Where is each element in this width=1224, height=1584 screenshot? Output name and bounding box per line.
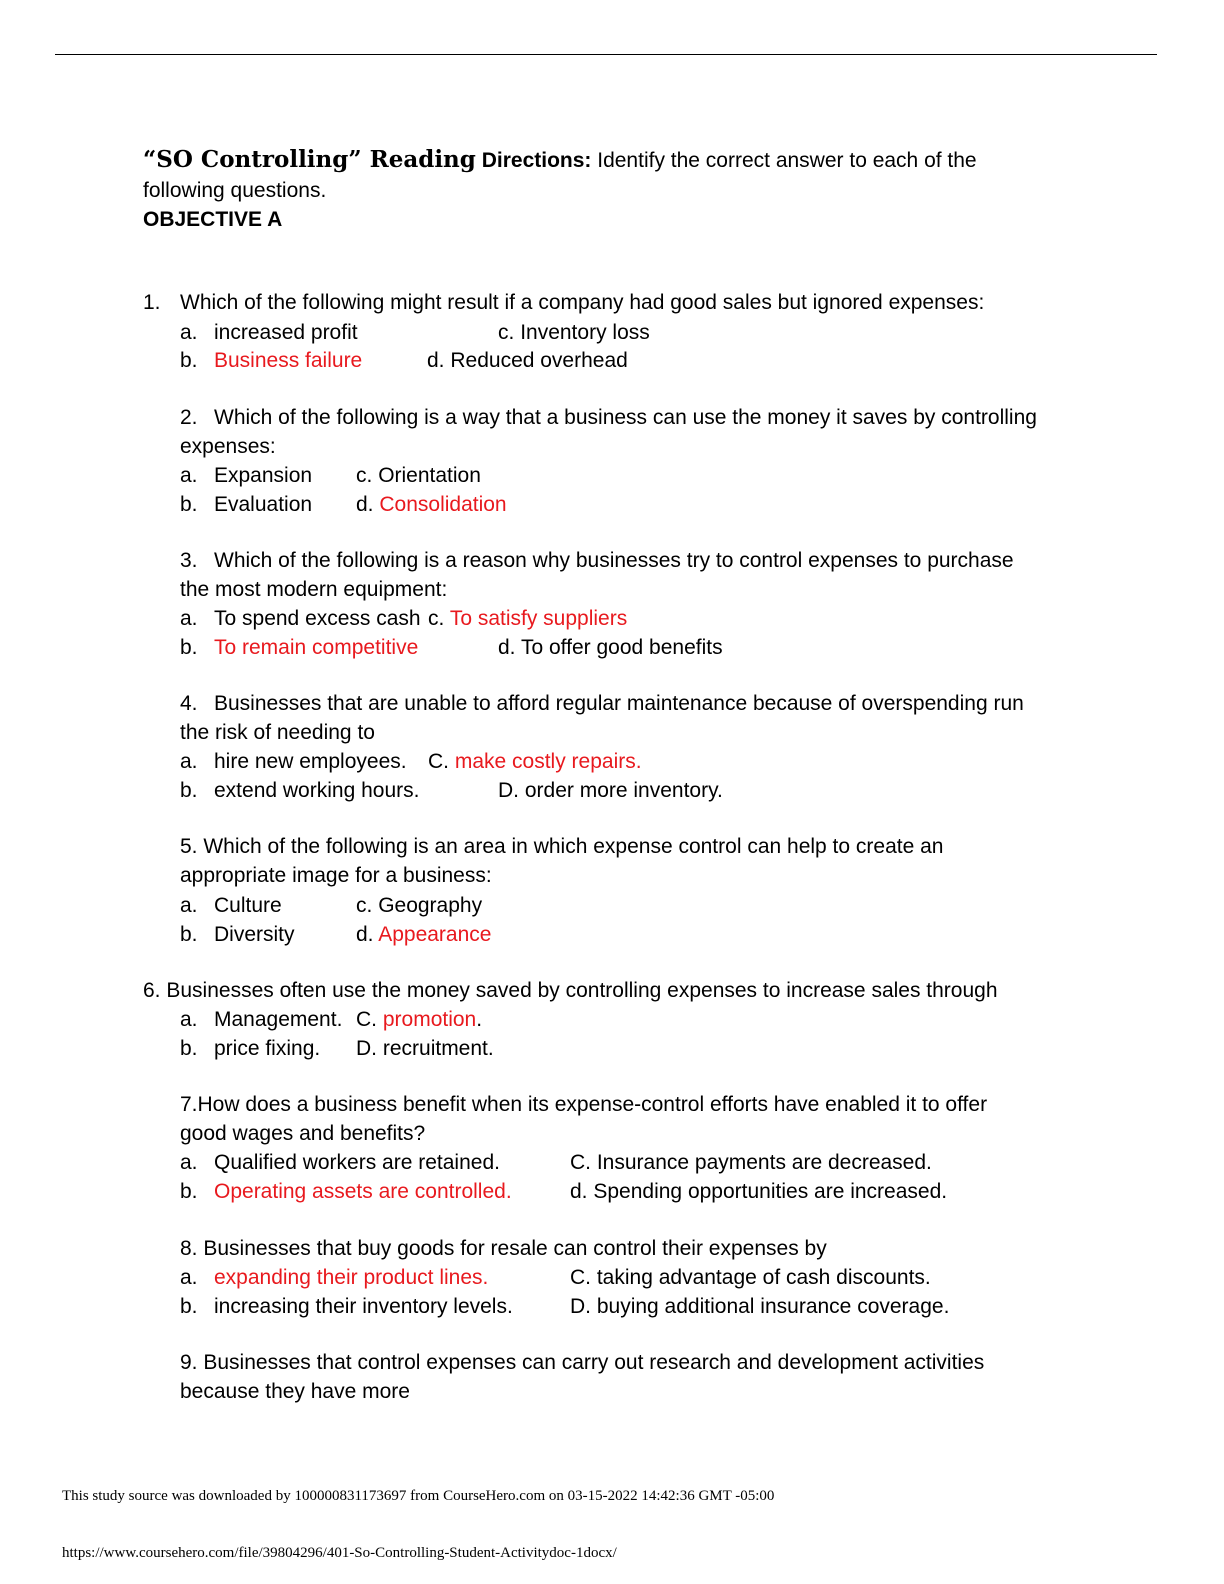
option-letter: a. xyxy=(180,894,198,917)
option-text: increasing their inventory levels. xyxy=(214,1295,513,1318)
correct-answer: make costly repairs. xyxy=(454,750,642,773)
option-b xyxy=(180,490,312,519)
option-c xyxy=(498,318,650,347)
option-d xyxy=(427,346,628,375)
option-c xyxy=(356,1005,482,1034)
option-letter: c. xyxy=(356,464,373,487)
document-title: “SO Controlling” Reading xyxy=(143,146,476,173)
option-text: Geography xyxy=(378,894,483,917)
option-text: Expansion xyxy=(214,464,313,487)
question-line-1 xyxy=(180,689,1024,718)
option-letter: a. xyxy=(180,1151,198,1174)
question-text: Which of the following is a way that a business can use the money it saves by controlling xyxy=(214,406,1037,429)
option-c xyxy=(570,1148,932,1177)
option-c xyxy=(356,461,481,490)
option-text: hire new employees. xyxy=(214,750,407,773)
option-d xyxy=(356,1034,494,1063)
question-line-1 xyxy=(180,832,943,861)
heading-line xyxy=(143,145,977,175)
option-b xyxy=(180,1177,512,1206)
option-text: Orientation xyxy=(378,464,481,487)
directions-text: Identify the correct answer to each of the xyxy=(591,149,977,172)
question-line-2: good wages and benefits? xyxy=(180,1122,426,1145)
correct-answer: promotion xyxy=(382,1008,477,1031)
option-a xyxy=(180,1263,488,1292)
option-a xyxy=(180,1148,500,1177)
option-b xyxy=(180,776,419,805)
question-number: 7. xyxy=(180,1093,198,1116)
question-line-1 xyxy=(180,403,1037,432)
option-text: To spend excess cash xyxy=(214,607,421,630)
option-letter: D. xyxy=(570,1295,591,1318)
option-d xyxy=(570,1292,949,1321)
question-text: Businesses that control expenses can carry out research and development activities xyxy=(203,1351,985,1374)
option-text: taking advantage of cash discounts. xyxy=(596,1266,931,1289)
option-text: increased profit xyxy=(214,321,358,344)
option-letter: d. xyxy=(498,636,516,659)
option-letter: c. xyxy=(356,894,373,917)
question-number: 2. xyxy=(180,406,198,429)
question-line-2: because they have more xyxy=(180,1380,410,1403)
option-letter: d. xyxy=(356,493,374,516)
option-c xyxy=(570,1263,931,1292)
option-b xyxy=(180,346,362,375)
question-text: Which of the following is a reason why businesses try to control expenses to purchase xyxy=(214,549,1014,572)
option-letter: b. xyxy=(180,1295,198,1318)
option-text: Diversity xyxy=(214,923,295,946)
option-text: Evaluation xyxy=(214,493,313,516)
question-number: 3. xyxy=(180,549,198,572)
option-c xyxy=(428,604,627,633)
option-letter: d. xyxy=(427,349,445,372)
objective-heading: OBJECTIVE A xyxy=(143,208,283,231)
option-text: price fixing. xyxy=(214,1037,321,1060)
option-d xyxy=(570,1177,947,1206)
correct-answer: Appearance xyxy=(378,923,492,946)
correct-answer: Operating assets are controlled. xyxy=(214,1180,512,1203)
option-c xyxy=(428,747,642,776)
option-letter: a. xyxy=(180,1266,198,1289)
option-d xyxy=(356,920,491,949)
correct-answer: Consolidation xyxy=(379,493,507,516)
option-suffix: . xyxy=(476,1008,483,1031)
option-letter: a. xyxy=(180,464,198,487)
option-letter: a. xyxy=(180,1008,198,1031)
option-b xyxy=(180,633,418,662)
option-letter: b. xyxy=(180,779,198,802)
question-line-1 xyxy=(180,546,1014,575)
question-line-2: the most modern equipment: xyxy=(180,578,448,601)
question-line-2: expenses: xyxy=(180,435,276,458)
question-number: 1. xyxy=(143,291,161,314)
option-letter: C. xyxy=(570,1266,591,1289)
question-number: 5. xyxy=(180,835,198,858)
option-a xyxy=(180,891,282,920)
source-url-link[interactable]: https://www.coursehero.com/file/39804296/401-So-Controlling-Student-Activitydoc-1docx/ xyxy=(62,1545,617,1561)
question-line-1 xyxy=(143,976,998,1005)
option-c xyxy=(356,891,482,920)
option-d xyxy=(498,776,723,805)
option-text: Management. xyxy=(214,1008,343,1031)
question-number: 8. xyxy=(180,1237,198,1260)
question-number: 9. xyxy=(180,1351,198,1374)
option-letter: C. xyxy=(356,1008,377,1031)
option-b xyxy=(180,920,295,949)
directions-continuation: following questions. xyxy=(143,179,327,202)
option-letter: b. xyxy=(180,923,198,946)
option-letter: b. xyxy=(180,1180,198,1203)
option-letter: C. xyxy=(428,750,449,773)
question-line-1 xyxy=(180,1348,984,1377)
option-b xyxy=(180,1292,513,1321)
option-text: buying additional insurance coverage. xyxy=(596,1295,950,1318)
correct-answer: To satisfy suppliers xyxy=(449,607,628,630)
option-a xyxy=(180,604,421,633)
option-letter: a. xyxy=(180,750,198,773)
option-a xyxy=(180,1005,342,1034)
option-letter: d. xyxy=(356,923,374,946)
question-line-1 xyxy=(180,1090,987,1119)
option-d xyxy=(356,490,507,519)
option-a xyxy=(180,747,407,776)
option-d xyxy=(498,633,723,662)
option-text: Culture xyxy=(214,894,282,917)
option-text: Spending opportunities are increased. xyxy=(593,1180,948,1203)
option-text: Insurance payments are decreased. xyxy=(596,1151,932,1174)
option-letter: b. xyxy=(180,349,198,372)
correct-answer: expanding their product lines. xyxy=(214,1266,489,1289)
correct-answer: To remain competitive xyxy=(214,636,419,659)
option-letter: d. xyxy=(570,1180,588,1203)
option-b xyxy=(180,1034,320,1063)
question-text: How does a business benefit when its expense-control efforts have enabled it to offer xyxy=(197,1093,988,1116)
option-letter: a. xyxy=(180,607,198,630)
option-letter: D. xyxy=(356,1037,377,1060)
question-text: Businesses often use the money saved by controlling expenses to increase sales through xyxy=(166,979,998,1002)
correct-answer: Business failure xyxy=(214,349,363,372)
option-text: To offer good benefits xyxy=(520,636,723,659)
option-letter: c. xyxy=(498,321,515,344)
question-line-2: appropriate image for a business: xyxy=(180,864,492,887)
option-letter: b. xyxy=(180,1037,198,1060)
option-text: order more inventory. xyxy=(524,779,723,802)
option-letter: c. xyxy=(428,607,445,630)
option-letter: b. xyxy=(180,636,198,659)
question-line-2: the risk of needing to xyxy=(180,721,375,744)
option-text: recruitment. xyxy=(382,1037,494,1060)
question-text: Businesses that are unable to afford regular maintenance because of overspending run xyxy=(214,692,1024,715)
option-text: Qualified workers are retained. xyxy=(214,1151,500,1174)
question-number: 4. xyxy=(180,692,198,715)
option-text: Reduced overhead xyxy=(450,349,628,372)
option-letter: a. xyxy=(180,321,198,344)
top-rule xyxy=(55,54,1157,55)
option-text: extend working hours. xyxy=(214,779,420,802)
source-footer: This study source was downloaded by 100000831173697 from CourseHero.com on 03-15-2022 14:42:36 GMT -05:00 xyxy=(62,1488,775,1504)
option-text: Inventory loss xyxy=(520,321,650,344)
option-letter: b. xyxy=(180,493,198,516)
option-a xyxy=(180,461,312,490)
option-a xyxy=(180,318,358,347)
question-line-1 xyxy=(180,1234,827,1263)
question-number: 6. xyxy=(143,979,161,1002)
option-letter: C. xyxy=(570,1151,591,1174)
question-text: Which of the following might result if a company had good sales but ignored expenses: xyxy=(180,291,985,314)
option-letter: D. xyxy=(498,779,519,802)
question-text: Businesses that buy goods for resale can control their expenses by xyxy=(203,1237,827,1260)
question-text: Which of the following is an area in which expense control can help to create an xyxy=(203,835,944,858)
directions-label: Directions: xyxy=(481,149,592,172)
